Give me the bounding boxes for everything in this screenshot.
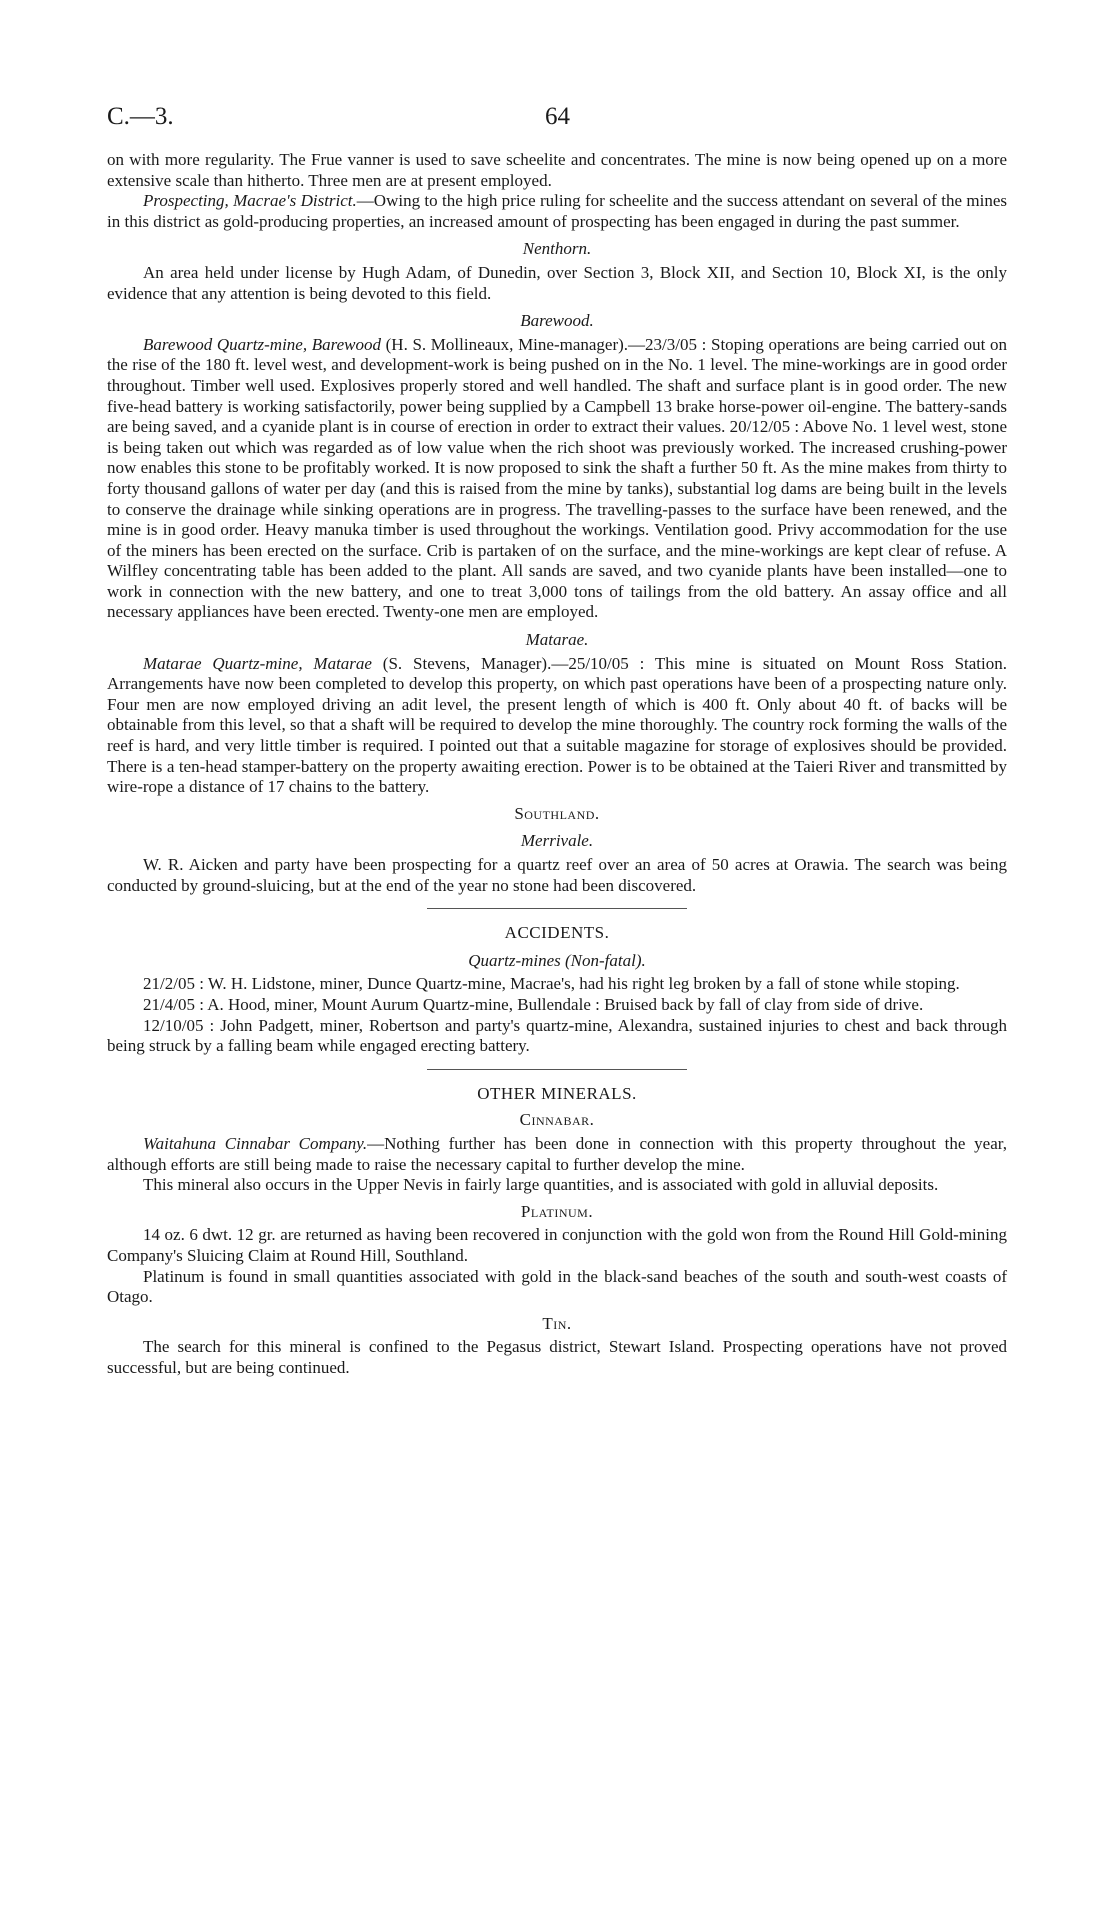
barewood-paragraph (107, 335, 1007, 623)
southland-heading: Southland. (514, 803, 600, 823)
continued-paragraph: on with more regularity. The Frue vanner is used to save scheelite and concentrates. The mine is now being opened up on a more extensive scale than hitherto. Three men are at present employed. (107, 150, 1007, 190)
cinnabar-paragraph (107, 1134, 1007, 1175)
other-minerals-heading: OTHER MINERALS. (477, 1083, 637, 1103)
merrivale-heading: Merrivale. (520, 831, 594, 851)
accidents-subheading: Quartz-mines (Non-fatal). (468, 950, 646, 970)
accidents-heading: ACCIDENTS. (504, 923, 610, 943)
barewood-lead: Barewood Quartz-mine, Barewood (143, 334, 381, 354)
cinnabar-text: —Nothing further has been done in connection with this property throughout the year, although efforts are still being made to raise the necessary capital to further develop the mine. (107, 1133, 1007, 1174)
accident-item: 21/4/05 : A. Hood, miner, Mount Aurum Quartz-mine, Bullendale : Bruised back by fall of clay from side of drive. (143, 994, 924, 1014)
accident-item: 21/2/05 : W. H. Lidstone, miner, Dunce Quartz-mine, Macrae's, had his right leg broken by a fall of stone while stoping. (143, 974, 960, 994)
platinum-paragraph: 14 oz. 6 dwt. 12 gr. are returned as having been recovered in conjunction with the gold won from the Round Hill Gold-mining Company's Sluicing Claim at Round Hill, Southland. (107, 1225, 1007, 1265)
barewood-text: (H. S. Mollineaux, Mine-manager).—23/3/05 : Stoping operations are being carried out on the rise of the 180 ft. level west, and development-work is being pushed on in the No. 1 level. The mine-workings are in good order throughout. Timber well used. Explosives properly stored and well handled. The shaft and surface plant is in good order. The new five-head battery is working satisfactorily, power being supplied by a Campbell 13 brake horse-power oil-engine. The battery-sands are being saved, and a cyanide plant is in course of erection in order to extract their values. 20/12/05 : Above No. 1 level west, stone is being taken out which was regarded as of low value when the rich shoot was previously worked. The increased crushing-power now enables this stone to be profitably worked. It is now proposed to sink the shaft a further 50 ft. As the mine makes from thirty to forty thousand gallons of water per day (and this is raised from the mine by tanks), substantial log dams are being built in the levels to conserve the drainage while sinking operations are in progress. The travelling-passes to the surface have been renewed, and the mine is in good order. Heavy manuka timber is used throughout the workings. Ventilation good. Privy accommodation for the use of the miners has been erected on the surface. Crib is partaken of on the surface, and the mine-workings are kept clear of refuse. A Wilfley concentrating table has been added to the plant. All sands are saved, and two cyanide plants have been installed—one to work in connection with the new battery, and one to treat 3,000 tons of tailings from the old battery. An assay office and all necessary appliances have been erected. Twenty-one men are employed. (107, 334, 1007, 622)
section-divider (427, 1069, 687, 1070)
prospecting-lead: Prospecting, Macrae's District. (143, 191, 357, 211)
prospecting-text: —Owing to the high price ruling for scheelite and the success attendant on several of the mines in this district as gold-producing properties, an increased amount of prospecting has been engaged in during the past summer. (107, 191, 1008, 231)
matarae-heading: Matarae. (525, 630, 589, 650)
page-number: 64 (545, 103, 570, 130)
tin-paragraph: The search for this mineral is confined to the Pegasus district, Stewart Island. Prospecting operations have not proved successful, but are being continued. (107, 1337, 1007, 1377)
matarae-lead: Matarae Quartz-mine, Matarae (143, 653, 372, 673)
page-header (107, 103, 1007, 137)
document-reference: C.—3. (107, 103, 174, 130)
nenthorn-heading: Nenthorn. (522, 239, 592, 259)
section-divider (427, 908, 687, 909)
tin-heading: Tin. (542, 1313, 572, 1333)
cinnabar-paragraph-2: This mineral also occurs in the Upper Nevis in fairly large quantities, and is associated with gold in alluvial deposits. (143, 1175, 939, 1195)
nenthorn-paragraph: An area held under license by Hugh Adam, of Dunedin, over Section 3, Block XII, and Section 10, Block XI, is the only evidence that any attention is being devoted to this field. (107, 262, 1007, 303)
matarae-text: (S. Stevens, Manager).—25/10/05 : This mine is situated on Mount Ross Station. Arrangements have now been completed to develop this property, on which past operations have been of a prospecting nature only. Four men are now employed driving an adit level, the present length of which is 400 ft. Only about 40 ft. of backs will be obtainable from this level, so that a shaft will be required to develop the mine thoroughly. The country rock forming the walls of the reef is hard, and very little timber is required. I pointed out that a suitable magazine for storage of explosives should be provided. There is a ten-head stamper-battery on the property awaiting erection. Power is to be obtained at the Taieri River and transmitted by wire-rope a distance of 17 chains to the battery. (107, 653, 1007, 797)
document-body (107, 150, 1007, 1378)
barewood-heading: Barewood. (520, 311, 594, 331)
merrivale-paragraph: W. R. Aicken and party have been prospecting for a quartz reef over an area of 50 acres at Orawia. The search was being conducted by ground-sluicing, but at the end of the year no stone had been discovered. (107, 855, 1007, 895)
cinnabar-lead: Waitahuna Cinnabar Company. (143, 1133, 368, 1153)
cinnabar-heading: Cinnabar. (519, 1110, 595, 1130)
platinum-paragraph-2: Platinum is found in small quantities associated with gold in the black-sand beaches of the south and south-west coasts of Otago. (107, 1266, 1007, 1307)
matarae-paragraph (107, 654, 1007, 798)
platinum-heading: Platinum. (520, 1201, 594, 1221)
prospecting-paragraph (107, 191, 1007, 232)
accident-item: 12/10/05 : John Padgett, miner, Robertson and party's quartz-mine, Alexandra, sustained injuries to chest and back through being struck by a falling beam while engaged erecting battery. (107, 1015, 1007, 1056)
